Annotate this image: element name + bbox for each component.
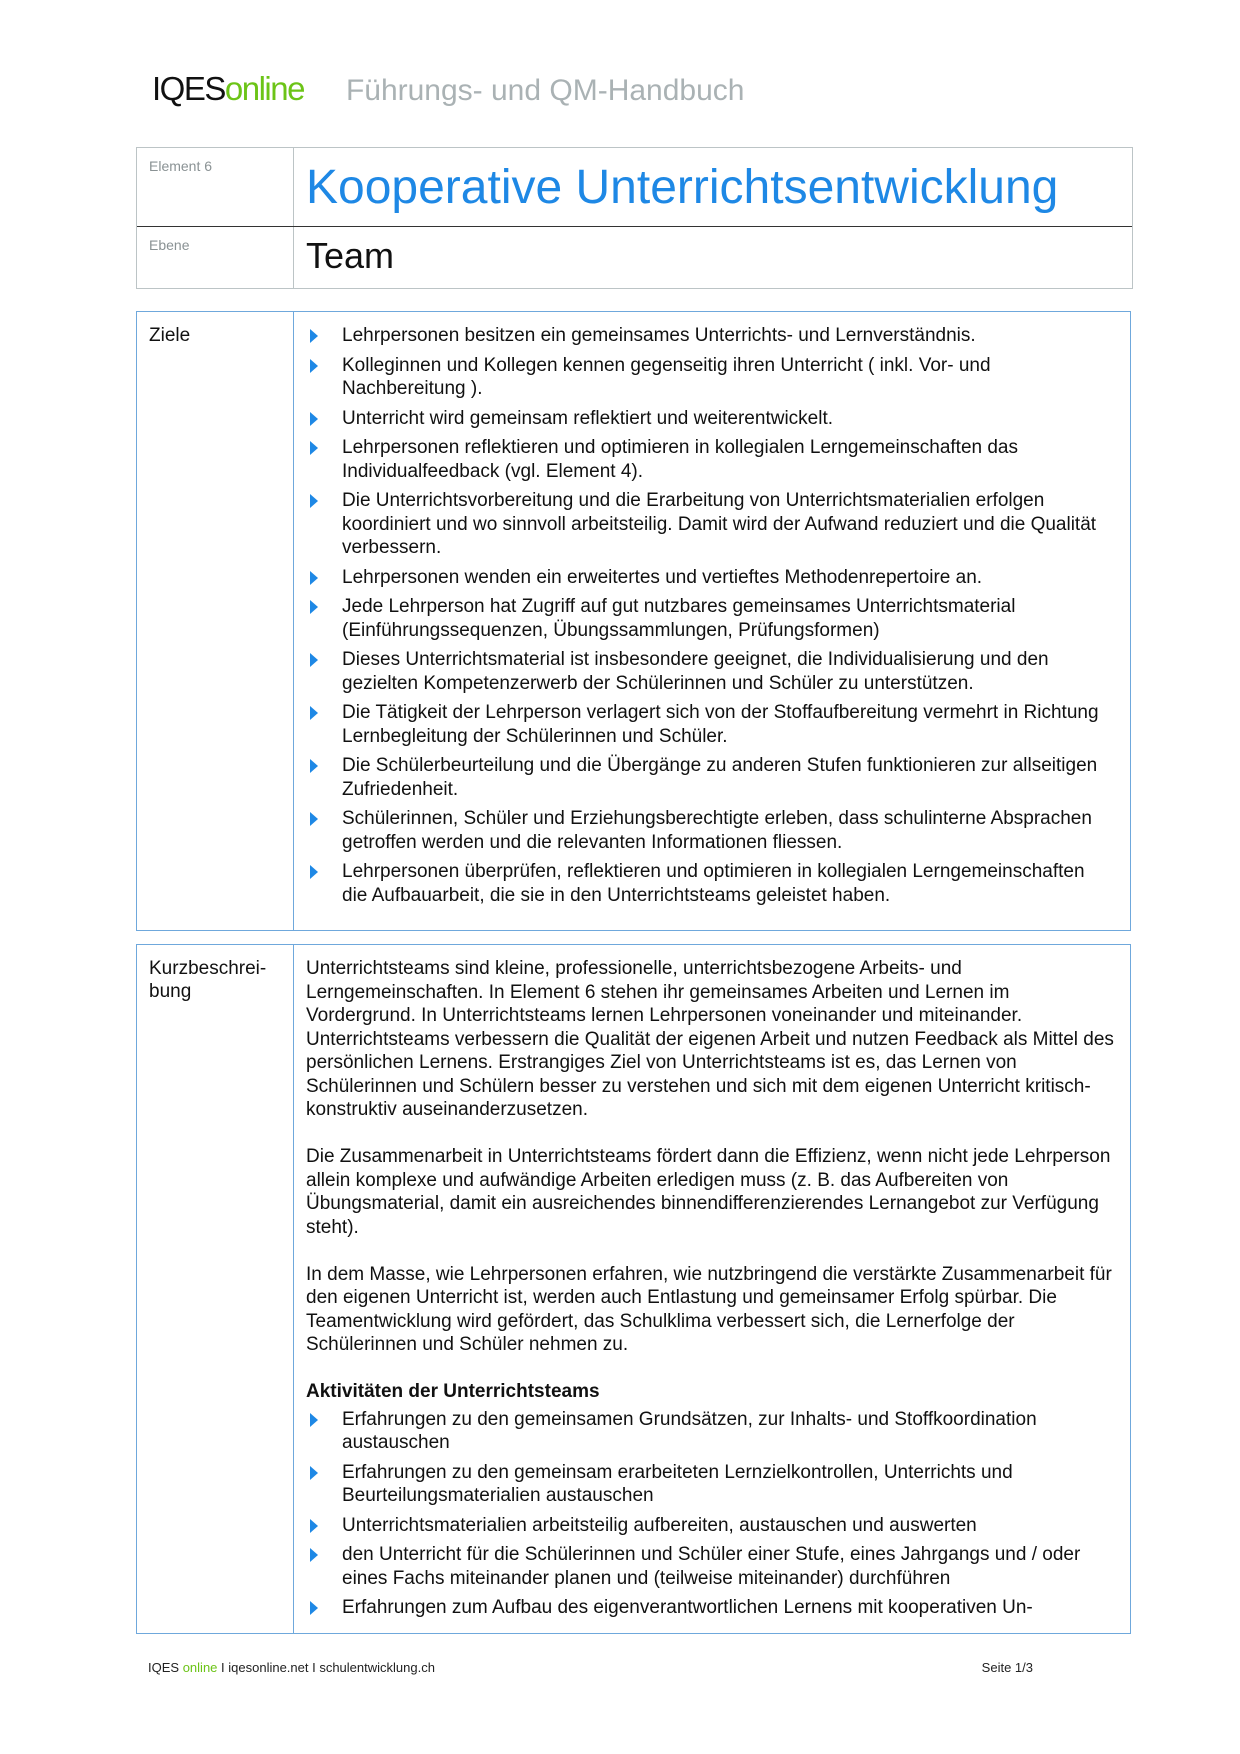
- handbook-title: Führungs- und QM-Handbuch: [345, 74, 745, 107]
- element-title: Kooperative Unterrichtsentwicklung: [306, 161, 1059, 214]
- section-label-kurzbeschreibung: Kurzbeschrei-bung: [137, 945, 294, 1633]
- footer-links: IQES online I iqesonline.net I schulentwicklung.ch: [148, 1660, 435, 1675]
- list-item: den Unterricht für die Schülerinnen und Schüler einer Stufe, eines Jahrgangs und / oder eines Fachs miteinander planen und (teilweise miteinander) durchführen: [306, 1543, 1114, 1590]
- list-item: Lehrpersonen besitzen ein gemeinsames Unterrichts- und Lernverständnis.: [306, 324, 1114, 348]
- list-item: Unterricht wird gemeinsam reflektiert und weiterentwickelt.: [306, 407, 1114, 431]
- bullet-arrow-icon: [310, 706, 318, 720]
- page-footer: [148, 1660, 1033, 1675]
- list-item: Die Schülerbeurteilung und die Übergänge zu anderen Stufen funktionieren zur allseitigen Zufriedenheit.: [306, 754, 1114, 801]
- list-item: Kolleginnen und Kollegen kennen gegenseitig ihren Unterricht ( inkl. Vor- und Nachbereitung ).: [306, 354, 1114, 401]
- list-item: Erfahrungen zu den gemeinsamen Grundsätzen, zur Inhalts- und Stoffkoordination austauschen: [306, 1408, 1114, 1455]
- section-kurzbeschreibung: [136, 944, 1131, 1634]
- list-item: Jede Lehrperson hat Zugriff auf gut nutzbares gemeinsames Unterrichtsmaterial (Einführungssequenzen, Übungssammlungen, Prüfungsformen): [306, 595, 1114, 642]
- list-item: Lehrpersonen überprüfen, reflektieren und optimieren in kollegialen Lerngemeinschaften die Aufbauarbeit, die sie in den Unterrichtsteams geleistet haben.: [306, 860, 1114, 907]
- list-item: Die Unterrichtsvorbereitung und die Erarbeitung von Unterrichtsmaterialien erfolgen koordiniert und wo sinnvoll arbeitsteilig. Damit wird der Aufwand reduziert und die Qualität verbessern.: [306, 489, 1114, 560]
- list-item: Erfahrungen zum Aufbau des eigenverantwortlichen Lernens mit kooperativen Un-: [306, 1596, 1114, 1620]
- bullet-arrow-icon: [310, 759, 318, 773]
- bullet-arrow-icon: [310, 494, 318, 508]
- paragraph: Unterrichtsteams sind kleine, professionelle, unterrichtsbezogene Arbeits- und Lerngemeinschaften. In Element 6 stehen ihr gemeinsames Arbeiten und Lernen im Vordergrund. In Unterrichtsteams lernen Lehrpersonen voneinander und miteinander. Unterrichtsteams verbessern die Qualität der eigenen Arbeit und nutzen Feedback als Mittel des persönlichen Lernens. Erstrangiges Ziel von Unterrichtsteams ist es, das Lernen von Schülerinnen und Schülern besser zu verstehen und sich mit dem eigenen Unterricht kritisch-konstruktiv auseinanderzusetzen.: [306, 958, 1114, 1120]
- level-value: Team: [306, 235, 395, 276]
- bullet-arrow-icon: [310, 1413, 318, 1427]
- bullet-arrow-icon: [310, 865, 318, 879]
- iqes-logo: IQESonline: [152, 70, 304, 107]
- section-label-ziele: Ziele: [137, 312, 294, 930]
- element-row: [137, 148, 1132, 226]
- list-item: Lehrpersonen reflektieren und optimieren in kollegialen Lerngemeinschaften das Individualfeedback (vgl. Element 4).: [306, 436, 1114, 483]
- list-item: Unterrichtsmaterialien arbeitsteilig aufbereiten, austauschen und auswerten: [306, 1514, 1114, 1538]
- bullet-arrow-icon: [310, 653, 318, 667]
- bullet-arrow-icon: [310, 1601, 318, 1615]
- paragraph: Die Zusammenarbeit in Unterrichtsteams fördert dann die Effizienz, wenn nicht jede Lehrperson allein komplexe und aufwändige Arbeiten erledigen muss (z. B. das Aufbereiten von Übungsmaterial, damit ein ausreichendes binnendifferenzierendes Lernangebot zur Verfügung steht).: [306, 1146, 1111, 1238]
- list-item: Die Tätigkeit der Lehrperson verlagert sich von der Stoffaufbereitung vermehrt in Richtung Lernbegleitung der Schülerinnen und Schüler.: [306, 701, 1114, 748]
- list-item: Erfahrungen zu den gemeinsam erarbeiteten Lernzielkontrollen, Unterrichts und Beurteilungsmaterialien austauschen: [306, 1461, 1114, 1508]
- bullet-arrow-icon: [310, 441, 318, 455]
- page-number: Seite 1/3: [981, 1660, 1033, 1675]
- section-body-kurzbeschreibung: [294, 945, 1130, 1633]
- bullet-arrow-icon: [310, 329, 318, 343]
- bullet-arrow-icon: [310, 1519, 318, 1533]
- level-row: [137, 226, 1132, 288]
- bullet-arrow-icon: [310, 412, 318, 426]
- bullet-arrow-icon: [310, 1466, 318, 1480]
- bullet-arrow-icon: [310, 812, 318, 826]
- bullet-arrow-icon: [310, 600, 318, 614]
- list-item: Dieses Unterrichtsmaterial ist insbesondere geeignet, die Individualisierung und den gezielten Kompetenzerwerb der Schülerinnen und Schüler zu unterstützen.: [306, 648, 1114, 695]
- list-item: Lehrpersonen wenden ein erweitertes und vertieftes Methodenrepertoire an.: [306, 566, 1114, 590]
- activities-list: [306, 1408, 1114, 1620]
- bullet-arrow-icon: [310, 1548, 318, 1562]
- list-item: Schülerinnen, Schüler und Erziehungsberechtigte erleben, dass schulinterne Absprachen getroffen werden und die relevanten Informationen fliessen.: [306, 807, 1114, 854]
- page-header: [152, 70, 744, 110]
- goals-list: [306, 324, 1114, 907]
- section-ziele: [136, 311, 1131, 931]
- element-meta-table: [136, 147, 1133, 289]
- paragraph: In dem Masse, wie Lehrpersonen erfahren, wie nutzbringend die verstärkte Zusammenarbeit für den eigenen Unterricht ist, werden auch Entlastung und gemeinsamer Erfolg spürbar. Die Teamentwicklung wird gefördert, das Schulklima verbessert sich, die Lernerfolge der Schülerinnen und Schüler nehmen zu.: [306, 1263, 1112, 1355]
- activities-heading: Aktivitäten der Unterrichtsteams: [306, 1381, 600, 1402]
- bullet-arrow-icon: [310, 571, 318, 585]
- section-body-ziele: [294, 312, 1130, 930]
- bullet-arrow-icon: [310, 359, 318, 373]
- level-label: Ebene: [137, 227, 294, 288]
- element-label: Element 6: [137, 148, 294, 226]
